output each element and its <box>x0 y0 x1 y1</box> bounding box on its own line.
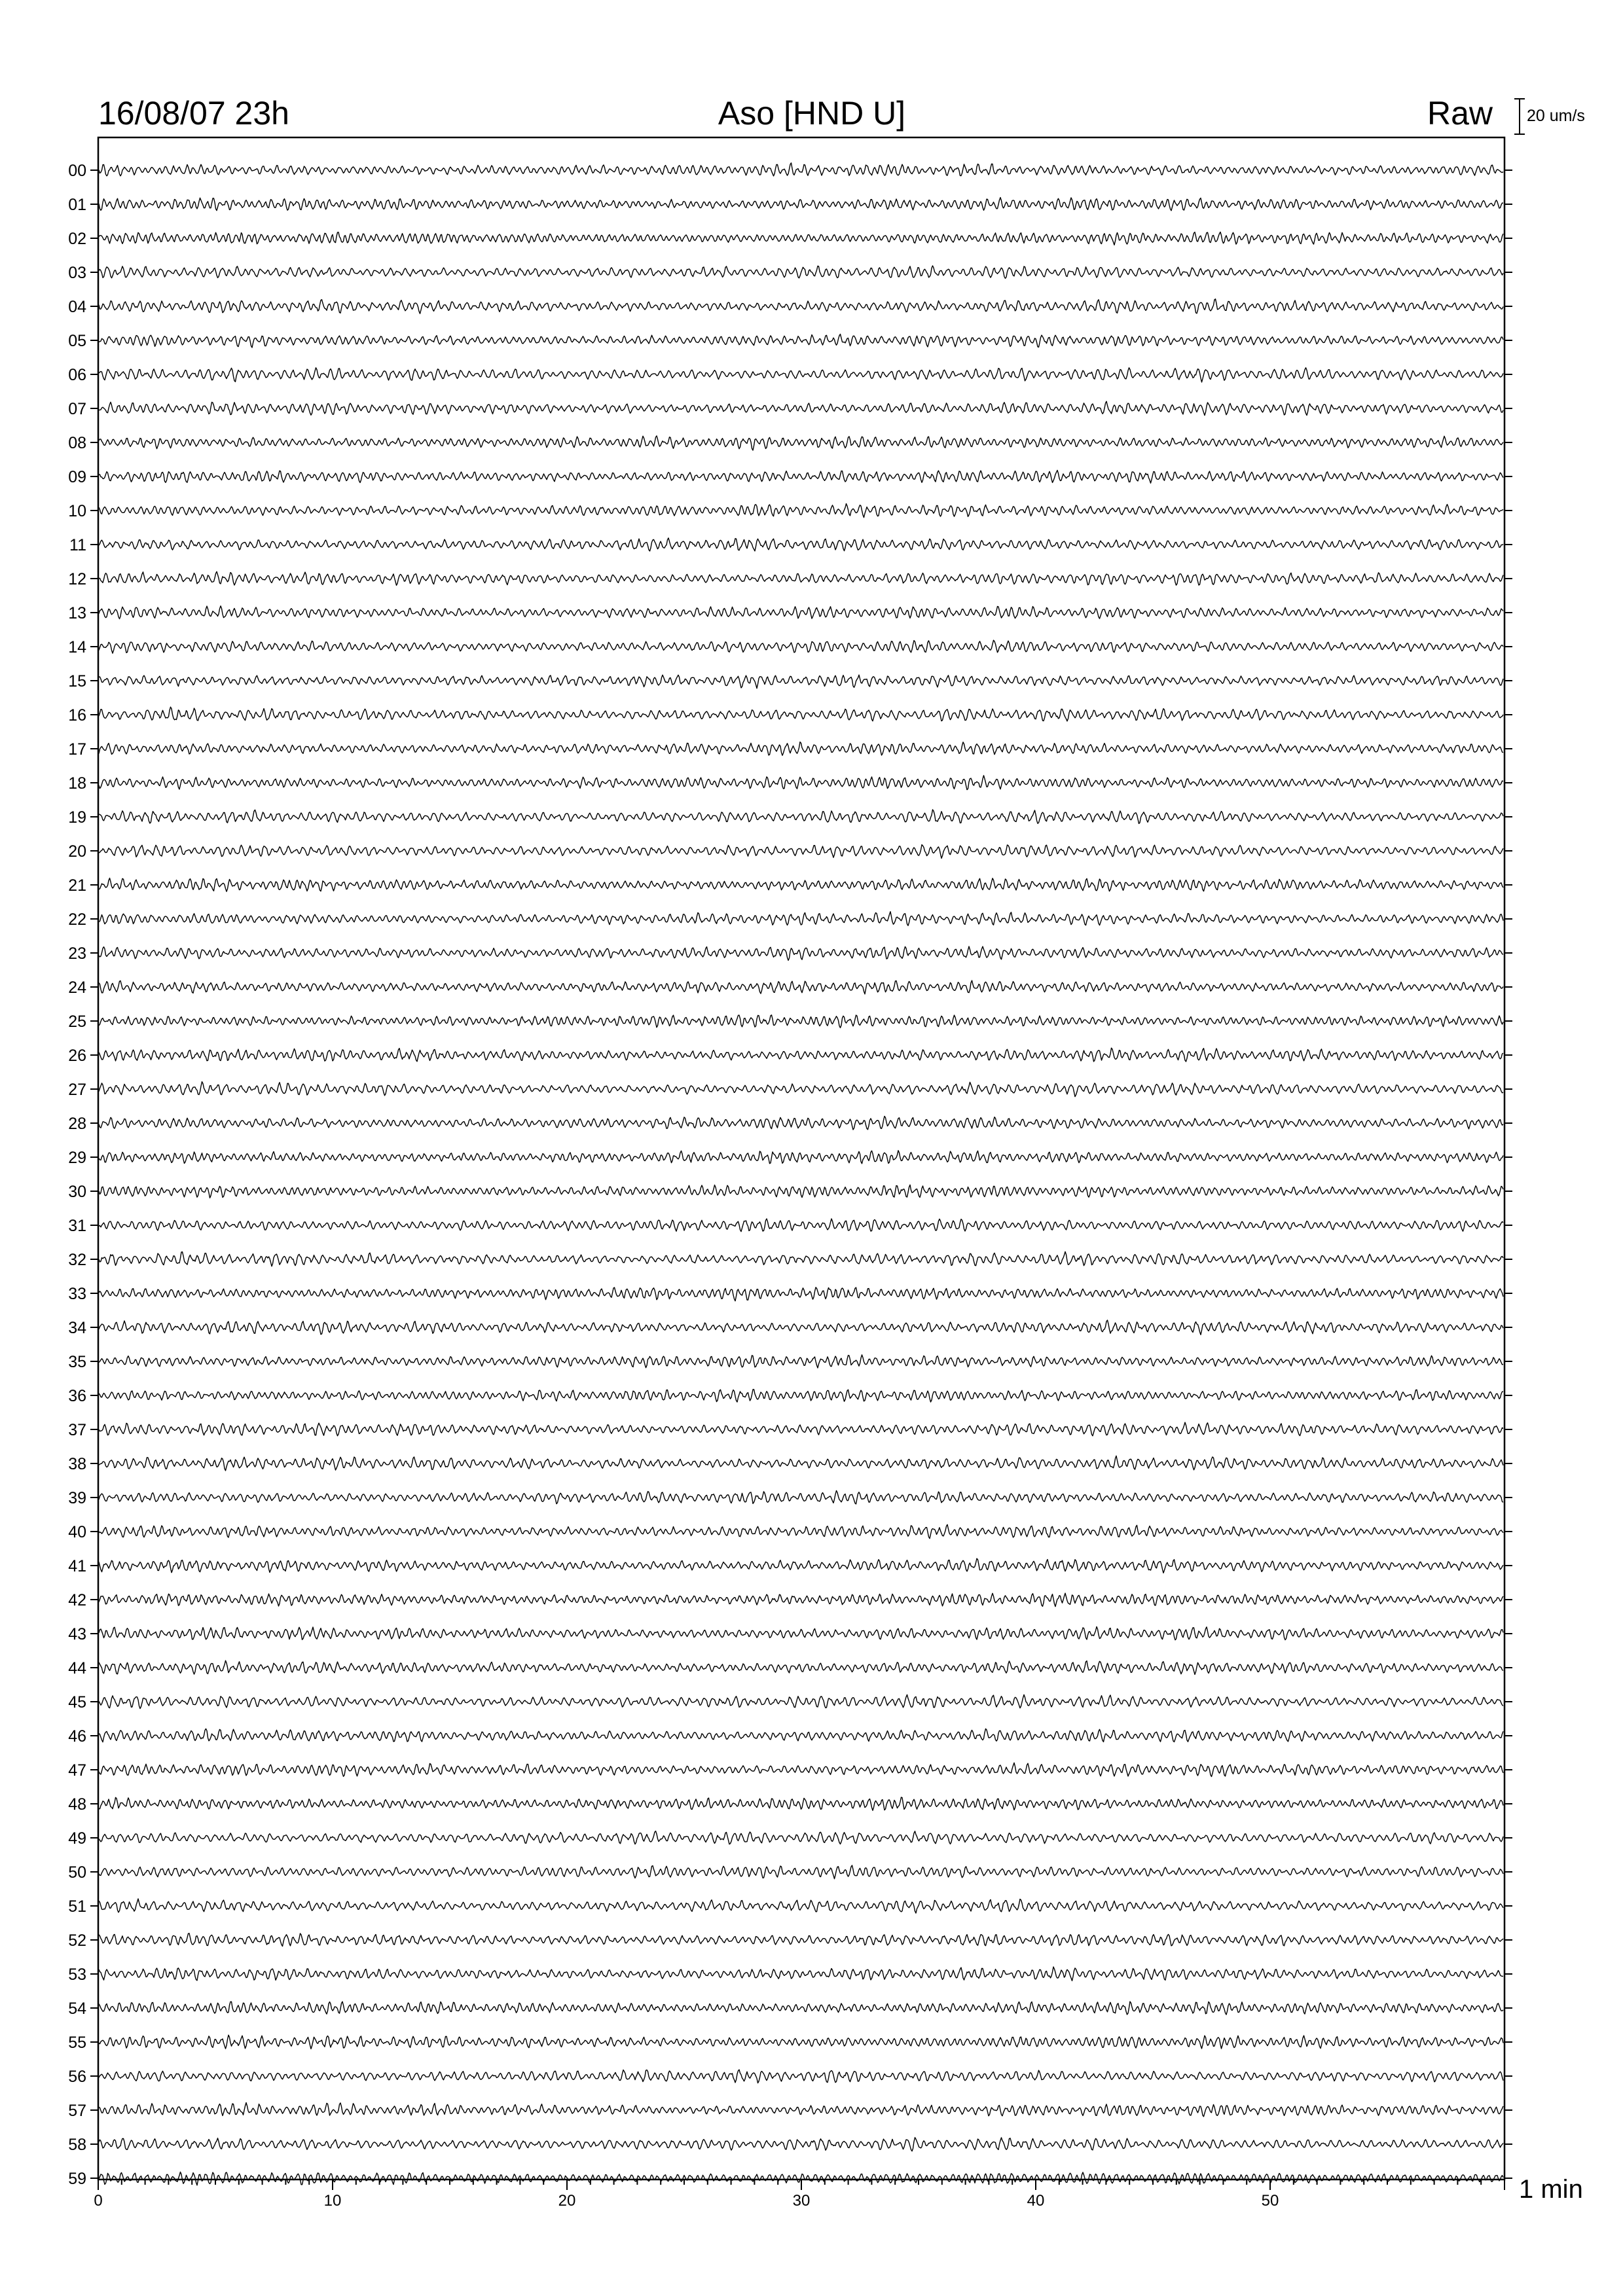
row-label-21: 21 <box>68 876 86 895</box>
row-label-27: 27 <box>68 1081 86 1099</box>
trace-40 <box>99 1524 1503 1538</box>
row-label-52: 52 <box>68 1931 86 1950</box>
row-label-04: 04 <box>68 298 86 316</box>
row-label-42: 42 <box>68 1591 86 1609</box>
row-label-46: 46 <box>68 1727 86 1746</box>
row-label-58: 58 <box>68 2136 86 2154</box>
time-axis-unit-label: 1 min <box>1519 2175 1583 2204</box>
trace-10 <box>99 504 1503 518</box>
trace-03 <box>99 266 1503 278</box>
trace-11 <box>99 538 1503 551</box>
trace-07 <box>99 401 1503 415</box>
row-labels <box>68 162 86 2188</box>
x-tick-label-40: 40 <box>1027 2192 1045 2210</box>
trace-21 <box>99 878 1503 892</box>
trace-09 <box>99 471 1503 484</box>
row-label-31: 31 <box>68 1217 86 1235</box>
row-label-05: 05 <box>68 332 86 350</box>
trace-05 <box>99 334 1503 348</box>
trace-13 <box>99 606 1503 619</box>
trace-14 <box>99 640 1503 653</box>
row-label-44: 44 <box>68 1659 86 1677</box>
row-label-49: 49 <box>68 1829 86 1848</box>
row-label-19: 19 <box>68 808 86 827</box>
row-label-40: 40 <box>68 1523 86 1541</box>
row-label-11: 11 <box>69 536 86 554</box>
row-label-53: 53 <box>68 1965 86 1984</box>
row-label-16: 16 <box>68 706 86 725</box>
trace-01 <box>99 198 1503 211</box>
trace-47 <box>99 1763 1503 1776</box>
row-label-29: 29 <box>68 1149 86 1167</box>
x-tick-label-10: 10 <box>323 2192 342 2210</box>
trace-16 <box>99 707 1503 721</box>
row-label-45: 45 <box>68 1693 86 1712</box>
row-label-55: 55 <box>68 2034 86 2052</box>
row-label-07: 07 <box>68 400 86 418</box>
x-tick-label-0: 0 <box>94 2192 103 2210</box>
row-label-18: 18 <box>68 774 86 793</box>
row-label-48: 48 <box>68 1795 86 1814</box>
trace-28 <box>99 1116 1503 1130</box>
row-label-34: 34 <box>68 1319 86 1337</box>
row-label-32: 32 <box>68 1251 86 1269</box>
row-label-02: 02 <box>68 230 86 248</box>
trace-51 <box>99 1899 1503 1913</box>
row-label-25: 25 <box>68 1013 86 1031</box>
trace-00 <box>99 163 1503 176</box>
trace-12 <box>99 571 1503 585</box>
trace-54 <box>99 2001 1503 2015</box>
row-label-38: 38 <box>68 1455 86 1473</box>
row-label-17: 17 <box>68 740 86 759</box>
trace-44 <box>99 1660 1503 1674</box>
row-label-23: 23 <box>68 944 86 963</box>
row-label-14: 14 <box>68 638 86 656</box>
row-label-13: 13 <box>68 604 86 622</box>
trace-35 <box>99 1355 1503 1368</box>
date-hour-label: 16/08/07 23h <box>98 95 289 132</box>
trace-33 <box>99 1287 1503 1301</box>
trace-18 <box>99 776 1503 790</box>
trace-30 <box>99 1185 1503 1198</box>
trace-22 <box>99 912 1503 926</box>
trace-15 <box>99 675 1503 689</box>
row-label-08: 08 <box>68 434 86 452</box>
trace-53 <box>99 1967 1503 1981</box>
trace-02 <box>99 232 1503 245</box>
amplitude-scale-label: 20 um/s <box>1527 107 1585 125</box>
trace-45 <box>99 1695 1503 1708</box>
trace-31 <box>99 1219 1503 1232</box>
seismic-traces <box>99 163 1503 2185</box>
trace-24 <box>99 980 1503 994</box>
row-label-09: 09 <box>68 468 86 486</box>
trace-57 <box>99 2103 1503 2117</box>
row-label-30: 30 <box>68 1183 86 1201</box>
station-title: Aso [HND U] <box>718 95 906 132</box>
row-label-01: 01 <box>68 196 86 214</box>
mode-label: Raw <box>1427 95 1493 132</box>
trace-19 <box>99 810 1503 823</box>
row-label-06: 06 <box>68 366 86 384</box>
row-label-47: 47 <box>68 1761 86 1780</box>
row-label-26: 26 <box>68 1047 86 1065</box>
row-label-28: 28 <box>68 1115 86 1133</box>
trace-37 <box>99 1422 1503 1436</box>
row-label-51: 51 <box>68 1897 86 1916</box>
row-label-24: 24 <box>68 978 86 997</box>
trace-43 <box>99 1626 1503 1640</box>
trace-25 <box>99 1015 1503 1028</box>
trace-39 <box>99 1491 1503 1504</box>
trace-50 <box>99 1865 1503 1879</box>
row-label-39: 39 <box>68 1489 86 1507</box>
row-label-10: 10 <box>68 502 86 520</box>
trace-20 <box>99 845 1503 859</box>
trace-48 <box>99 1797 1503 1810</box>
trace-06 <box>99 368 1503 382</box>
trace-49 <box>99 1831 1503 1844</box>
row-label-20: 20 <box>68 842 86 861</box>
trace-34 <box>99 1320 1503 1335</box>
trace-42 <box>99 1593 1503 1606</box>
row-label-54: 54 <box>68 2000 86 2018</box>
trace-27 <box>99 1082 1503 1097</box>
row-ticks <box>90 170 1512 2178</box>
row-label-37: 37 <box>68 1421 86 1439</box>
x-tick-label-20: 20 <box>558 2192 576 2210</box>
row-label-22: 22 <box>68 910 86 929</box>
row-label-43: 43 <box>68 1625 86 1643</box>
x-tick-label-50: 50 <box>1261 2192 1279 2210</box>
row-label-33: 33 <box>68 1285 86 1303</box>
row-label-57: 57 <box>68 2102 86 2120</box>
trace-29 <box>99 1151 1503 1164</box>
trace-26 <box>99 1048 1503 1062</box>
amplitude-scale-bar <box>1514 99 1525 134</box>
trace-56 <box>99 2070 1503 2083</box>
row-label-12: 12 <box>68 570 86 588</box>
row-label-59: 59 <box>68 2170 86 2188</box>
trace-41 <box>99 1558 1503 1573</box>
trace-17 <box>99 742 1503 756</box>
row-label-03: 03 <box>68 264 86 282</box>
trace-32 <box>99 1251 1503 1266</box>
trace-55 <box>99 2035 1503 2049</box>
row-label-36: 36 <box>68 1387 86 1405</box>
trace-08 <box>99 436 1503 450</box>
trace-38 <box>99 1456 1503 1471</box>
trace-52 <box>99 1933 1503 1946</box>
trace-36 <box>99 1390 1503 1402</box>
x-tick-label-30: 30 <box>792 2192 811 2210</box>
trace-04 <box>99 299 1503 314</box>
row-label-15: 15 <box>68 672 86 691</box>
row-label-35: 35 <box>68 1353 86 1371</box>
x-axis <box>94 2179 1504 2210</box>
row-label-50: 50 <box>68 1863 86 1882</box>
trace-46 <box>99 1729 1503 1742</box>
row-label-41: 41 <box>68 1557 86 1575</box>
row-label-00: 00 <box>68 162 86 180</box>
row-label-56: 56 <box>68 2068 86 2086</box>
trace-23 <box>99 946 1503 960</box>
trace-58 <box>99 2138 1503 2151</box>
